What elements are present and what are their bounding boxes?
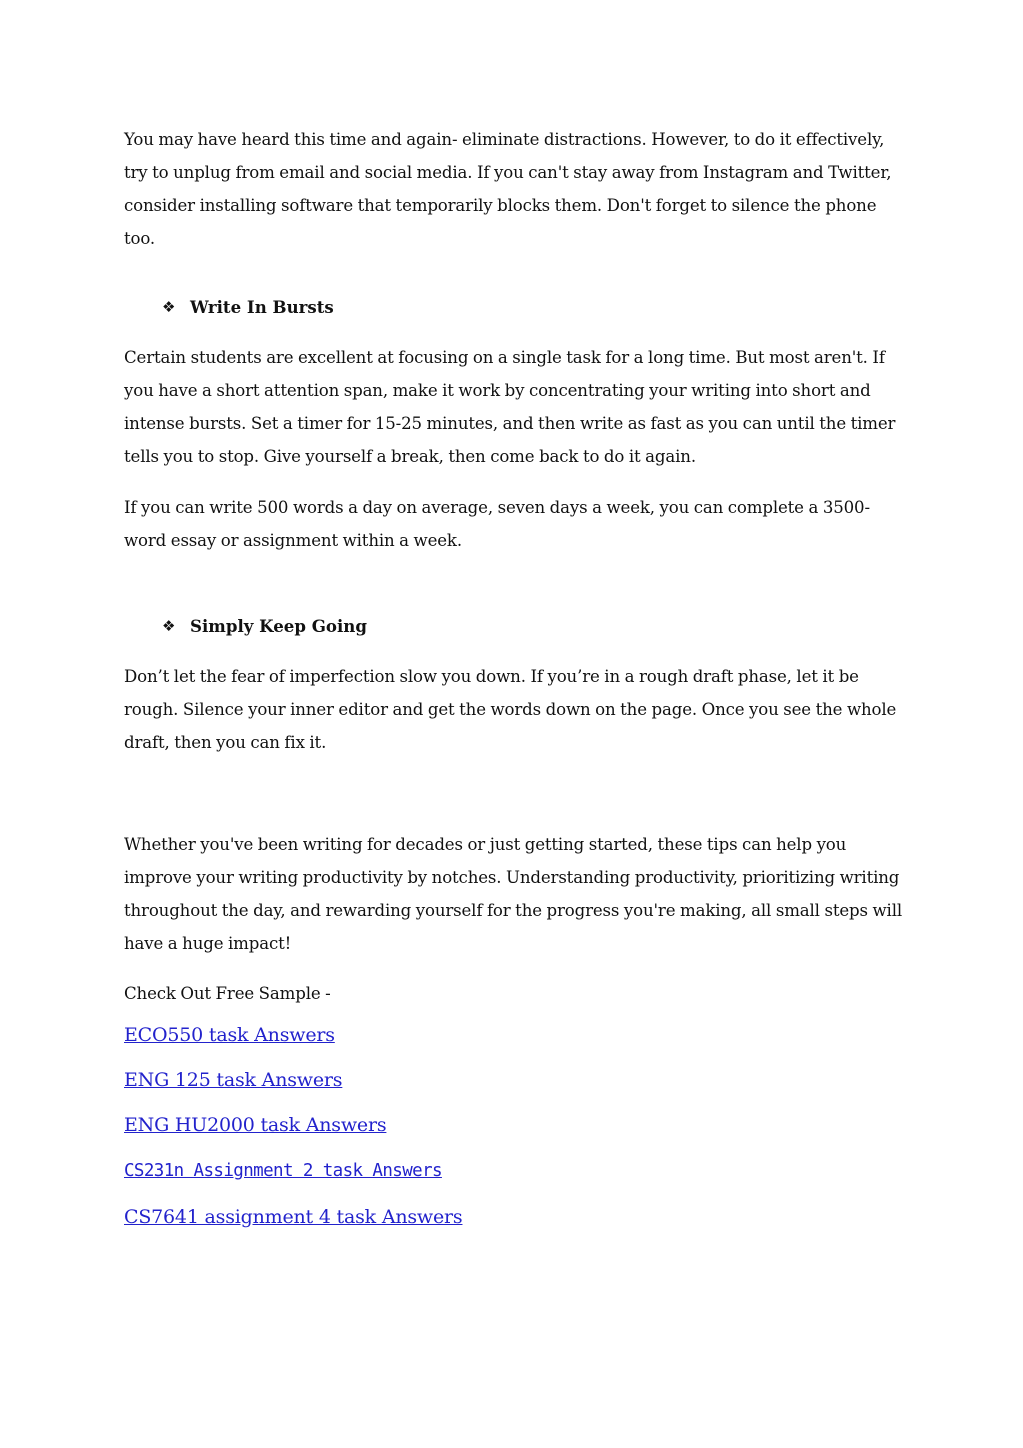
spacer — [124, 473, 903, 491]
diamond-bullet-icon: ❖ — [162, 616, 176, 635]
spacer — [124, 557, 903, 609]
link-eco550[interactable]: ECO550 task Answers — [124, 1024, 335, 1046]
heading-label: Write In Bursts — [190, 296, 334, 317]
keep-going-paragraph: Don’t let the fear of imperfection slow you down. If you’re in a rough draft phase, let it be rough. Silence your inner editor and get the words down on the page. Once you see the whole draft, then you can fix it. — [124, 667, 897, 752]
spacer — [124, 323, 903, 341]
link-eng-hu2000[interactable]: ENG HU2000 task Answers — [124, 1114, 387, 1136]
spacer — [124, 642, 903, 660]
conclusion-paragraph: Whether you've been writing for decades or just getting started, these tips can help you improve your writing productivity by notches. Understanding productivity, prioritizing writing throughout the day, and rewarding yourself for the progress you're making, all small steps will have a huge impact! — [124, 835, 903, 953]
heading-label: Simply Keep Going — [190, 615, 367, 636]
bursts-paragraph-2: If you can write 500 words a day on average, seven days a week, you can complete a 3500-word essay or assignment within a week. — [124, 498, 870, 550]
spacer — [124, 1010, 903, 1022]
bursts-paragraph-1: Certain students are excellent at focusing on a single task for a long time. But most aren't. If you have a short attention span, make it work by concentrating your writing into short and intense bursts. Set a timer for 15-25 minutes, and then write as fast as you can until the timer tells you to stop. Give yourself a break, then come back to do it again. — [124, 348, 896, 466]
link-eng125[interactable]: ENG 125 task Answers — [124, 1069, 343, 1091]
spacer — [124, 759, 903, 828]
heading-write-in-bursts — [162, 290, 903, 323]
diamond-bullet-icon: ❖ — [162, 297, 176, 316]
link-cs7641[interactable]: CS7641 assignment 4 task Answers — [124, 1206, 463, 1228]
spacer — [124, 222, 903, 290]
heading-simply-keep-going — [162, 609, 903, 642]
link-cs231n[interactable]: CS231n Assignment 2 task Answers — [124, 1161, 442, 1181]
spacer — [124, 960, 903, 977]
check-out-label: Check Out Free Sample - — [124, 984, 331, 1003]
intro-paragraph: You may have heard this time and again- eliminate distractions. However, to do it effectively, try to unplug from email and social media. If you can't stay away from Instagram and Twitter, consider installing software that temporarily blocks them. Don't forget to silence the phone too. — [124, 130, 892, 248]
